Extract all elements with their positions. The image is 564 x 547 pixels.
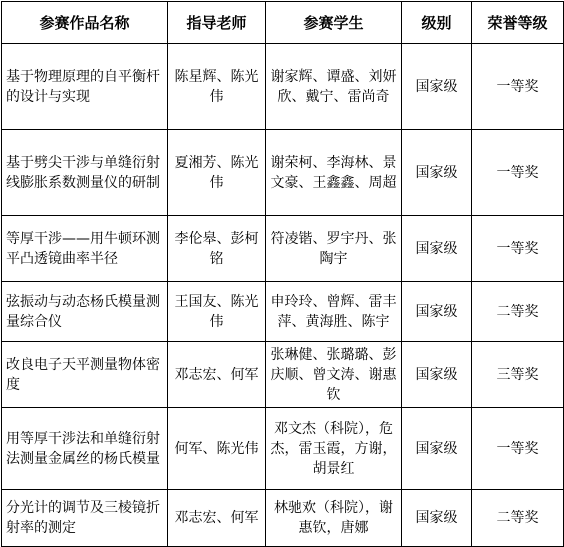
prize-cell: 二等奖 — [472, 282, 564, 342]
awards-table — [1, 1, 564, 547]
header-prize: 荣誉等级 — [472, 2, 564, 44]
work-name-cell: 改良电子天平测量物体密度 — [2, 342, 168, 408]
table-row — [2, 44, 564, 130]
advisor-cell: 陈星辉、陈光伟 — [168, 44, 266, 130]
advisor-cell: 王国友、陈光伟 — [168, 282, 266, 342]
header-students: 参赛学生 — [266, 2, 402, 44]
level-cell: 国家级 — [402, 490, 472, 547]
work-name-cell: 用等厚干涉法和单缝衍射法测量金属丝的杨氏模量 — [2, 408, 168, 490]
students-cell: 符凌锴、罗宇丹、张陶宇 — [266, 216, 402, 282]
table-row — [2, 490, 564, 547]
work-name-cell: 分光计的调节及三棱镜折射率的测定 — [2, 490, 168, 547]
advisor-cell: 何军、陈光伟 — [168, 408, 266, 490]
prize-cell: 一等奖 — [472, 408, 564, 490]
level-cell: 国家级 — [402, 44, 472, 130]
work-name-cell: 基于物理原理的自平衡杆的设计与实现 — [2, 44, 168, 130]
prize-cell: 一等奖 — [472, 130, 564, 216]
prize-cell: 一等奖 — [472, 216, 564, 282]
work-name-cell: 等厚干涉——用牛顿环测平凸透镜曲率半径 — [2, 216, 168, 282]
table-row — [2, 282, 564, 342]
advisor-cell: 邓志宏、何军 — [168, 490, 266, 547]
level-cell: 国家级 — [402, 342, 472, 408]
table-row — [2, 130, 564, 216]
header-row — [2, 2, 564, 44]
students-cell: 林驰欢（科院），谢惠钦，唐娜 — [266, 490, 402, 547]
level-cell: 国家级 — [402, 282, 472, 342]
level-cell: 国家级 — [402, 130, 472, 216]
work-name-cell: 基于劈尖干涉与单缝衍射线膨胀系数测量仪的研制 — [2, 130, 168, 216]
table-row — [2, 216, 564, 282]
students-cell: 张琳健、张璐璐、彭庆顺、曾文涛、谢惠钦 — [266, 342, 402, 408]
table-row — [2, 342, 564, 408]
prize-cell: 一等奖 — [472, 44, 564, 130]
header-work-name: 参赛作品名称 — [2, 2, 168, 44]
table-row — [2, 408, 564, 490]
advisor-cell: 夏湘芳、陈光伟 — [168, 130, 266, 216]
advisor-cell: 李伦皋、彭柯铭 — [168, 216, 266, 282]
students-cell: 谢荣柯、李海林、景文豪、王鑫鑫、周超 — [266, 130, 402, 216]
students-cell: 谢家辉、谭盛、刘妍欣、戴宁、雷尚奇 — [266, 44, 402, 130]
level-cell: 国家级 — [402, 216, 472, 282]
students-cell: 申玲玲、曾辉、雷丰萍、黄海胜、陈宇 — [266, 282, 402, 342]
header-advisor: 指导老师 — [168, 2, 266, 44]
prize-cell: 三等奖 — [472, 342, 564, 408]
header-level: 级别 — [402, 2, 472, 44]
work-name-cell: 弦振动与动态杨氏模量测量综合仪 — [2, 282, 168, 342]
students-cell: 邓文杰（科院），危杰，雷玉霞，方谢，胡景红 — [266, 408, 402, 490]
level-cell: 国家级 — [402, 408, 472, 490]
advisor-cell: 邓志宏、何军 — [168, 342, 266, 408]
prize-cell: 二等奖 — [472, 490, 564, 547]
